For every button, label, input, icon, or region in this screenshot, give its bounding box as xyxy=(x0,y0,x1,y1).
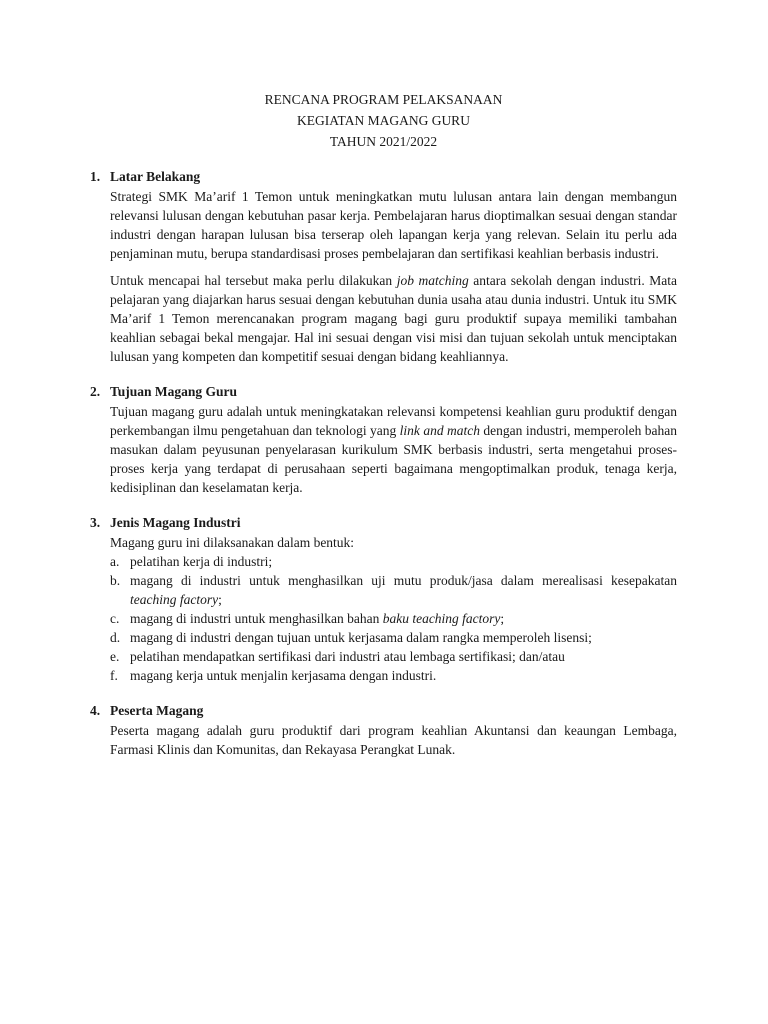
list-marker: a. xyxy=(110,554,120,569)
document-title xyxy=(90,89,677,152)
list-item-body: magang di industri untuk menghasilkan uji mutu produk/jasa dalam merealisasi kesepakatan xyxy=(130,573,677,588)
list-item-body: magang di industri untuk menghasilkan bahan xyxy=(130,611,383,626)
list-item-suffix: ; xyxy=(218,592,222,607)
section-title: Tujuan Magang Guru xyxy=(110,384,238,399)
section-body xyxy=(90,721,677,759)
section-heading xyxy=(90,382,677,402)
paragraph-text: dengan industri, memperoleh bahan masukan dalam peyusunan penyelarasan kurikulum SMK berbasis industri, serta mengetahui proses-proses kerja yang terdapat di perusahaan seperti bagaimana mengoptimalkan produk, tenaga kerja, kedisiplinan dan keselamatan kerja. xyxy=(110,423,677,495)
list-item-text xyxy=(130,552,677,571)
list-marker: e. xyxy=(110,649,120,664)
italic-term: link and match xyxy=(399,423,480,438)
section-body xyxy=(90,533,677,685)
list-item xyxy=(110,552,677,571)
list-item xyxy=(110,571,677,609)
list-item-body: magang kerja untuk menjalin kerjasama dengan industri. xyxy=(130,668,437,683)
paragraph: Peserta magang adalah guru produktif dari program keahlian Akuntansi dan keaungan Lembaga, Farmasi Klinis dan Komunitas, dan Rekayasa Perangkat Lunak. xyxy=(110,723,677,757)
list-item-body: pelatihan kerja di industri; xyxy=(130,554,273,569)
paragraph-text: antara sekolah dengan industri. Mata pelajaran yang diajarkan harus sesuai dengan kebutuhan dunia usaha atau dunia industri. Untuk itu SMK Ma’arif 1 Temon merencanakan program magang bagi guru produktif supaya memiliki tambahan keahlian sebagai bekal mengajar. Hal ini sesuai dengan visi misi dan tujuan sekolah untuk menciptakan lulusan yang kompeten dan kompetitif sesuai dengan bidang keahliannya. xyxy=(110,273,678,364)
section-jenis-magang-industri xyxy=(90,513,677,685)
list-item-text xyxy=(130,628,677,647)
section-heading xyxy=(90,513,677,533)
section-number: 4. xyxy=(90,703,101,718)
list-marker: d. xyxy=(110,630,121,645)
list-item-text xyxy=(130,647,677,666)
list-intro: Magang guru ini dilaksanakan dalam bentuk: xyxy=(110,535,355,550)
title-line-1: RENCANA PROGRAM PELAKSANAAN xyxy=(264,92,503,107)
paragraph: Strategi SMK Ma’arif 1 Temon untuk meningkatkan mutu lulusan antara lain dengan membangun relevansi lulusan dengan kebutuhan pasar kerja. Pembelajaran harus dioptimalkan sesuai dengan standar industri dengan harapan lulusan bisa terserap oleh lapangan kerja yang relevan. Selain itu perlu ada penjaminan mutu, berupa standardisasi proses pembelajaran dan sertifikasi keahlian berbasis industri. xyxy=(110,189,677,261)
italic-term: teaching factory xyxy=(130,592,219,607)
section-number: 2. xyxy=(90,384,101,399)
section-number: 3. xyxy=(90,515,101,530)
title-line-2: KEGIATAN MAGANG GURU xyxy=(297,113,470,128)
section-heading xyxy=(90,701,677,721)
list-item-text xyxy=(130,609,677,628)
paragraph xyxy=(110,271,677,366)
list-item-text xyxy=(130,571,677,609)
list-marker: f. xyxy=(110,668,118,683)
section-number: 1. xyxy=(90,169,101,184)
italic-term: job matching xyxy=(396,273,469,288)
paragraph-text: Untuk mencapai hal tersebut maka perlu dilakukan xyxy=(110,273,397,288)
list-marker: c. xyxy=(110,611,120,626)
list-marker: b. xyxy=(110,573,121,588)
italic-term: baku teaching factory xyxy=(382,611,501,626)
list-item-body: magang di industri dengan tujuan untuk kerjasama dalam rangka memperoleh lisensi; xyxy=(130,630,592,645)
section-peserta-magang xyxy=(90,701,677,759)
section-title: Latar Belakang xyxy=(110,169,201,184)
list-item-body: pelatihan mendapatkan sertifikasi dari industri atau lembaga sertifikasi; dan/atau xyxy=(130,649,565,664)
list-item-suffix: ; xyxy=(500,611,505,626)
list-item xyxy=(110,647,677,666)
paragraph xyxy=(110,402,677,497)
paragraph-text: Tujuan magang guru adalah untuk meningkatakan relevansi kompetensi keahlian guru produktif dengan perkembangan ilmu pengetahuan dan teknologi yang xyxy=(110,404,677,438)
list-item-text xyxy=(130,666,677,685)
magang-type-list xyxy=(110,552,677,685)
section-heading xyxy=(90,167,677,187)
section-body xyxy=(90,187,677,366)
section-latar-belakang xyxy=(90,167,677,366)
list-item xyxy=(110,628,677,647)
list-item xyxy=(110,609,677,628)
section-body xyxy=(90,402,677,497)
section-title: Jenis Magang Industri xyxy=(110,515,241,530)
title-line-3: TAHUN 2021/2022 xyxy=(329,134,438,149)
section-title: Peserta Magang xyxy=(110,703,204,718)
section-tujuan-magang-guru xyxy=(90,382,677,497)
list-item xyxy=(110,666,677,685)
